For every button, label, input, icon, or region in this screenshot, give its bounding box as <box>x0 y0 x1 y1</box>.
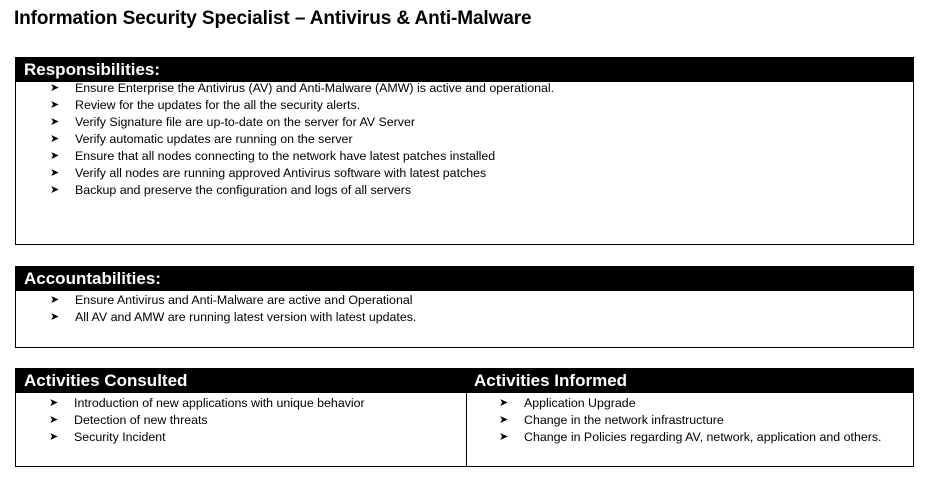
arrow-bullet-icon: ➤ <box>49 397 59 409</box>
arrow-bullet-icon: ➤ <box>49 414 59 426</box>
activities-consulted-heading: Activities Consulted <box>16 369 466 393</box>
responsibilities-section: Responsibilities: ➤ Ensure Enterprise the Antivirus (AV) and Anti-Malware (AMW) is active and operational. ➤ Review for the updates for the all the security alerts. ➤ Verify Signature file are up-to-date on the server for AV Server ➤ Verify automatic updates are running on the server ➤ Ensure that all nodes connecting to the network have latest patches installed ➤ Verify all nodes are running approved Antivirus software with latest patches ➤ Backup and preserve the configuration and logs of all servers <box>15 57 914 245</box>
activities-informed-column: Activities Informed ➤ Application Upgrade ➤ Change in the network infrastructure ➤ Change in Policies regarding AV, network, application and others. <box>466 369 913 466</box>
arrow-bullet-icon: ➤ <box>50 184 60 196</box>
arrow-bullet-icon: ➤ <box>50 167 60 179</box>
activities-section <box>15 368 914 467</box>
arrow-bullet-icon: ➤ <box>50 133 60 145</box>
activities-informed-heading: Activities Informed <box>466 369 913 393</box>
accountabilities-section: Accountabilities: ➤ Ensure Antivirus and Anti-Malware are active and Operational ➤ All AV and AMW are running latest version with latest updates. <box>15 266 914 348</box>
arrow-bullet-icon: ➤ <box>50 150 60 162</box>
arrow-bullet-icon: ➤ <box>499 431 509 443</box>
arrow-bullet-icon: ➤ <box>50 82 60 94</box>
arrow-bullet-icon: ➤ <box>499 414 509 426</box>
accountabilities-heading: Accountabilities: <box>16 267 913 291</box>
activities-consulted-column: Activities Consulted ➤ Introduction of new applications with unique behavior ➤ Detection of new threats ➤ Security Incident <box>16 369 467 466</box>
arrow-bullet-icon: ➤ <box>49 431 59 443</box>
responsibilities-heading: Responsibilities: <box>16 58 913 82</box>
arrow-bullet-icon: ➤ <box>50 311 60 323</box>
arrow-bullet-icon: ➤ <box>499 397 509 409</box>
page-title: Information Security Specialist – Antivirus & Anti-Malware <box>14 8 532 29</box>
arrow-bullet-icon: ➤ <box>50 99 60 111</box>
arrow-bullet-icon: ➤ <box>50 116 60 128</box>
arrow-bullet-icon: ➤ <box>50 294 60 306</box>
